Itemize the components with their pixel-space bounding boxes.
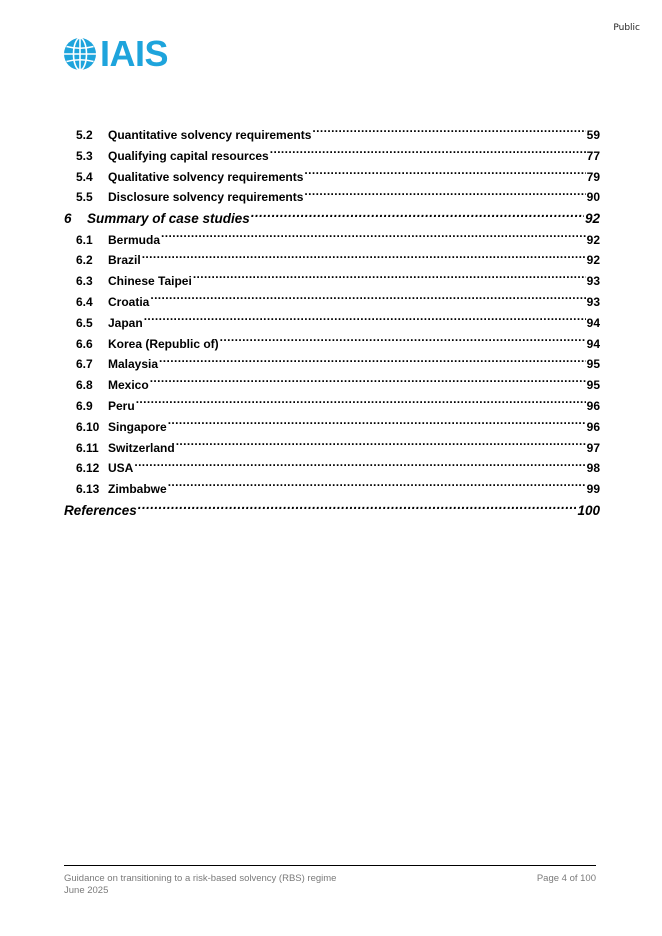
toc-entry-title: Qualifying capital resources	[108, 148, 269, 163]
toc-dot-leader	[312, 127, 585, 139]
toc-dot-leader	[142, 252, 586, 264]
toc-entry[interactable]	[64, 250, 600, 271]
toc-entry-number: 6.12	[76, 461, 100, 476]
toc-entry-title: Korea (Republic of)	[108, 336, 219, 351]
toc-entry[interactable]	[64, 292, 600, 313]
toc-entry-page: 96	[586, 419, 600, 434]
toc-entry[interactable]	[64, 146, 600, 167]
toc-entry[interactable]	[64, 187, 600, 208]
toc-dot-leader	[161, 232, 586, 244]
toc-entry-number: 6.5	[76, 315, 93, 330]
toc-entry-number: 5.4	[76, 169, 93, 184]
toc-entry-page: 59	[586, 128, 600, 142]
toc-entry[interactable]	[64, 167, 600, 188]
toc-entry-title: Mexico	[108, 378, 149, 393]
toc-entry-title: Malaysia	[108, 357, 159, 372]
toc-entry-title: USA	[108, 461, 134, 476]
toc-dot-leader	[251, 210, 584, 224]
toc-entry-page: 99	[586, 482, 600, 497]
toc-entry-number: 6.4	[76, 295, 93, 310]
toc-entry[interactable]	[64, 417, 600, 438]
toc-entry-number: 5.2	[76, 128, 93, 142]
toc-dot-leader	[144, 315, 586, 327]
toc-entry[interactable]	[64, 230, 600, 251]
toc-entry-number: 5.3	[76, 148, 93, 163]
toc-entry-page: 94	[586, 315, 600, 330]
toc-dot-leader	[304, 169, 585, 181]
page-footer	[64, 873, 596, 897]
toc-entry-title: Peru	[108, 399, 135, 414]
toc-entry-title: Brazil	[108, 253, 141, 268]
classification-label: Public	[613, 23, 640, 33]
footer-document-title: Guidance on transitioning to a risk-based solvency (RBS) regime	[64, 873, 337, 884]
toc-entry-page: 96	[586, 399, 600, 414]
footer-divider	[64, 865, 596, 866]
toc-entry-page: 93	[586, 274, 600, 289]
toc-dot-leader	[193, 273, 586, 285]
toc-entry-page: 94	[586, 336, 600, 351]
toc-entry-number: 6.6	[76, 336, 93, 351]
toc-entry[interactable]	[64, 375, 600, 396]
footer-date: June 2025	[64, 885, 109, 896]
toc-entry-page: 95	[586, 378, 600, 393]
toc-entry-title: Summary of case studies	[87, 211, 250, 227]
toc-entry-page: 100	[577, 503, 600, 519]
toc-entry[interactable]	[64, 396, 600, 417]
toc-entry-number: 6.11	[76, 440, 99, 455]
toc-entry-number: 6.13	[76, 482, 100, 497]
toc-entry-number: 5.5	[76, 190, 93, 205]
toc-dot-leader	[168, 419, 586, 431]
footer-page-number: Page 4 of 100	[536, 873, 596, 884]
toc-entry[interactable]	[64, 334, 600, 355]
toc-section-heading[interactable]	[64, 500, 600, 522]
toc-dot-leader	[220, 336, 586, 348]
toc-dot-leader	[138, 502, 577, 516]
toc-entry-page: 77	[586, 148, 600, 163]
toc-entry[interactable]	[64, 271, 600, 292]
toc-dot-leader	[150, 294, 585, 306]
toc-entry-title: Bermuda	[108, 232, 161, 247]
toc-dot-leader	[159, 356, 586, 368]
toc-entry-page: 97	[586, 440, 600, 455]
toc-entry-title: Japan	[108, 315, 143, 330]
toc-entry-page: 93	[586, 295, 600, 310]
logo-wordmark: IAIS	[100, 33, 169, 74]
toc-entry-number: 6.1	[76, 232, 93, 247]
toc-entry-title: Zimbabwe	[108, 482, 167, 497]
toc-entry[interactable]	[64, 125, 600, 146]
toc-dot-leader	[150, 377, 586, 389]
toc-entry-page: 92	[586, 253, 600, 268]
toc-entry-page: 79	[586, 169, 600, 184]
toc-entry-number: 6.3	[76, 274, 93, 289]
toc-entry[interactable]	[64, 438, 600, 459]
toc-entry-number: 6.10	[76, 419, 100, 434]
toc-entry-title: References	[64, 503, 137, 519]
toc-dot-leader	[136, 398, 586, 410]
toc-entry-number: 6	[64, 211, 72, 227]
toc-entry-page: 92	[584, 211, 600, 227]
toc-entry-title: Qualitative solvency requirements	[108, 169, 304, 184]
toc-entry-page: 90	[586, 190, 600, 205]
toc-entry-page: 98	[586, 461, 600, 476]
toc-entry-number: 6.2	[76, 253, 93, 268]
toc-entry-page: 92	[586, 232, 600, 247]
toc-entry-title: Disclosure solvency requirements	[108, 190, 304, 205]
toc-entry-title: Chinese Taipei	[108, 274, 192, 289]
toc-entry[interactable]	[64, 313, 600, 334]
toc-entry-number: 6.8	[76, 378, 93, 393]
toc-entry[interactable]	[64, 458, 600, 479]
table-of-contents	[64, 125, 600, 522]
toc-entry-title: Switzerland	[108, 440, 175, 455]
toc-dot-leader	[176, 440, 586, 452]
toc-entry[interactable]	[64, 479, 600, 500]
toc-entry-title: Singapore	[108, 419, 167, 434]
toc-dot-leader	[134, 460, 585, 472]
toc-entry-page: 95	[586, 357, 600, 372]
iais-logo	[63, 33, 169, 74]
toc-entry[interactable]	[64, 354, 600, 375]
toc-entry-number: 6.7	[76, 357, 93, 372]
globe-icon	[63, 37, 97, 71]
toc-dot-leader	[168, 481, 586, 493]
toc-section-heading[interactable]	[64, 208, 600, 230]
toc-entry-title: Quantitative solvency requirements	[108, 128, 312, 142]
toc-dot-leader	[304, 189, 585, 201]
toc-entry-number: 6.9	[76, 399, 93, 414]
toc-dot-leader	[270, 148, 586, 160]
toc-entry-title: Croatia	[108, 295, 150, 310]
